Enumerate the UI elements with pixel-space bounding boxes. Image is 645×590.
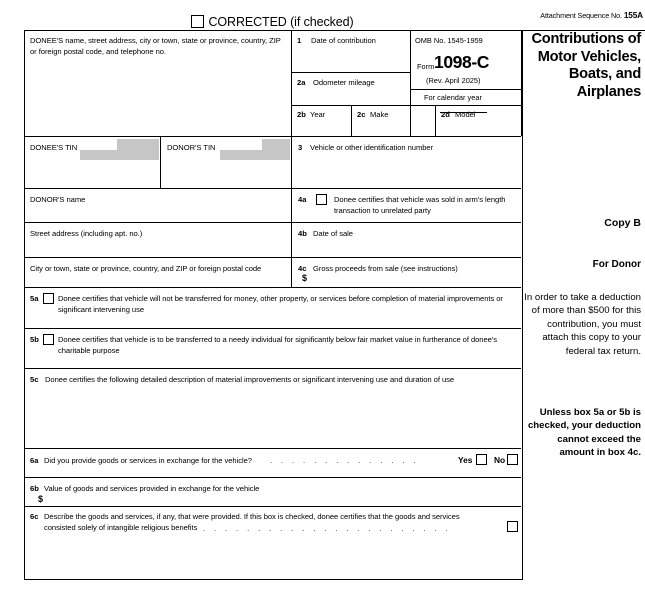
rule-tin-top: [24, 136, 521, 137]
rule-2b-top: [291, 105, 521, 106]
donor-tin-redaction-2: [220, 150, 290, 160]
rule-5a-top: [24, 287, 521, 288]
box-5c-number: 5c: [30, 375, 39, 384]
calendar-year-label: For calendar year: [424, 93, 482, 102]
box-6c-label-line1: Describe the goods and services, if any, that were provided. If this box is checked, donee certifies that the goods and services: [44, 512, 460, 521]
box-2a-value[interactable]: [295, 89, 407, 103]
donor-name-label: DONOR'S name: [30, 195, 86, 204]
box-6c-leader: . . . . . . . . . . . . . . . . . . . . . . .: [203, 524, 451, 533]
box-4c-label: Gross proceeds from sale (see instructions): [313, 264, 458, 273]
donor-tin-redaction-1: [262, 139, 290, 150]
box-2a-label: Odometer mileage: [313, 78, 375, 87]
box-1-number: 1: [297, 36, 302, 45]
box-5a-number: 5a: [30, 294, 39, 303]
box-4b-value[interactable]: [295, 240, 517, 254]
rule-6b-top: [24, 477, 521, 478]
box-6b-label: Value of goods and services provided in exchange for the vehicle: [44, 484, 260, 493]
corrected-checkbox-row[interactable]: [24, 13, 521, 30]
box-2c-value[interactable]: [355, 120, 433, 135]
box-4c-number: 4c: [298, 264, 307, 273]
donor-tin-input[interactable]: [163, 160, 289, 186]
attachment-sequence: [540, 11, 643, 20]
donee-tin-label: DONEE'S TIN: [30, 143, 78, 152]
street-address-label: Street address (including apt. no.): [30, 229, 143, 238]
box-5b-checkbox[interactable]: [43, 334, 54, 345]
box-6a-label: Did you provide goods or services in exchange for the vehicle?: [44, 456, 252, 465]
rule-city-top: [24, 257, 521, 258]
form-number: 1098-C: [434, 52, 489, 72]
box-4b-label: Date of sale: [313, 229, 353, 238]
box-4b-number: 4b: [298, 229, 307, 238]
box-6c-number: 6c: [30, 512, 39, 521]
box-3-label: Vehicle or other identification number: [310, 143, 434, 152]
rule-2a-top: [291, 72, 410, 73]
box-5a-label: Donee certifies that vehicle will not be transferred for money, other property, or services before completion of material improvements or significant intervening use: [58, 294, 503, 314]
rule-6a-top: [24, 448, 521, 449]
donor-tin-label: DONOR'S TIN: [167, 143, 216, 152]
donee-tin-input[interactable]: [28, 160, 157, 186]
corrected-checkbox[interactable]: [191, 15, 204, 28]
vrule-2b-2c: [351, 105, 352, 137]
form-revision: (Rev. April 2025): [426, 76, 481, 85]
donee-tin-redaction-2: [80, 150, 159, 160]
box-4a-label: Donee certifies that vehicle was sold in arm's length transaction to unrelated party: [334, 195, 506, 215]
copy-label: Copy B: [604, 217, 641, 229]
box-6a-yes-label: Yes: [458, 455, 473, 465]
box-4c-value[interactable]: [312, 272, 517, 285]
city-input[interactable]: [28, 274, 286, 285]
rule-6c-top: [24, 506, 521, 507]
omb-number: OMB No. 1545-1959: [415, 36, 483, 45]
box-6a-no-checkbox[interactable]: [507, 454, 518, 465]
box-6a-leader: . . . . . . . . . . . . . .: [270, 456, 419, 465]
rule-5b-top: [24, 328, 521, 329]
box-2a-number: 2a: [297, 78, 306, 87]
rule-calyear-top: [410, 89, 521, 90]
box-6a-yes-checkbox[interactable]: [476, 454, 487, 465]
box-2b-label: Year: [310, 110, 326, 119]
box-2b-number: 2b: [297, 110, 306, 119]
street-address-input[interactable]: [28, 239, 286, 254]
box-1-label: Date of contribution: [311, 36, 376, 45]
city-label: City or town, state or province, country, and ZIP or foreign postal code: [30, 264, 262, 273]
box-6b-value[interactable]: [48, 493, 513, 505]
box-5a-checkbox[interactable]: [43, 293, 54, 304]
box-2d-label: Model: [455, 110, 476, 119]
page-title: Contributions of Motor Vehicles, Boats, and Airplanes: [531, 31, 641, 100]
donee-block-input[interactable]: [28, 60, 286, 132]
box-4a-checkbox[interactable]: [316, 194, 327, 205]
box-5b-number: 5b: [30, 335, 39, 344]
box-2d-number: 2d: [441, 110, 450, 119]
form-word: Form: [417, 62, 435, 71]
box-2c-number: 2c: [357, 110, 366, 119]
vrule-left-col: [291, 30, 292, 288]
box-2c-label: Make: [370, 110, 389, 119]
rule-street-top: [24, 222, 521, 223]
vrule-tin-split: [160, 136, 161, 188]
rule-donorname-top: [24, 188, 521, 189]
box-1-value[interactable]: [295, 47, 407, 71]
recipient-label: For Donor: [592, 259, 641, 270]
box-4a-number: 4a: [298, 195, 307, 204]
box-2b-value[interactable]: [295, 120, 349, 135]
box-6c-value[interactable]: [30, 536, 515, 574]
rule-5c-top: [24, 368, 521, 369]
box-3-value[interactable]: [295, 155, 517, 185]
box-5c-label: Donee certifies the following detailed description of material improvements or significant intervening use and duration of use: [45, 375, 455, 384]
instructions-text: In order to take a deduction of more than $500 for this contribution, you must attach this copy to your federal tax return.: [524, 292, 641, 357]
attachment-sequence-prefix: Attachment Sequence No.: [540, 11, 622, 20]
vrule-2c-2d: [435, 105, 436, 137]
donee-block-label: DONEE'S name, street address, city or town, state or province, country, ZIP or foreign postal code, and telephone no.: [30, 36, 281, 56]
box-6c-checkbox[interactable]: [507, 521, 518, 532]
box-2d-value[interactable]: [439, 120, 519, 135]
box-4c-currency: $: [302, 273, 308, 283]
box-6b-currency: $: [38, 494, 44, 504]
box-6a-no-label: No: [494, 455, 506, 465]
box-6c-label-line2: consisted solely of intangible religious benefits: [44, 523, 198, 532]
box-5c-value[interactable]: [30, 390, 515, 445]
box-6b-number: 6b: [30, 484, 39, 493]
donor-name-input[interactable]: [28, 205, 286, 219]
attachment-sequence-number: 155A: [623, 11, 643, 20]
corrected-label: CORRECTED (if checked): [208, 14, 354, 29]
box-6a-number: 6a: [30, 456, 39, 465]
instructions-bold-text: Unless box 5a or 5b is checked, your deduction cannot exceed the amount in box 4c.: [527, 407, 641, 459]
box-5b-label: Donee certifies that vehicle is to be transferred to a needy individual for significantly below fair market value in furtherance of donee's charitable purpose: [58, 335, 497, 355]
box-3-number: 3: [298, 143, 303, 152]
donee-tin-redaction-1: [117, 139, 159, 150]
